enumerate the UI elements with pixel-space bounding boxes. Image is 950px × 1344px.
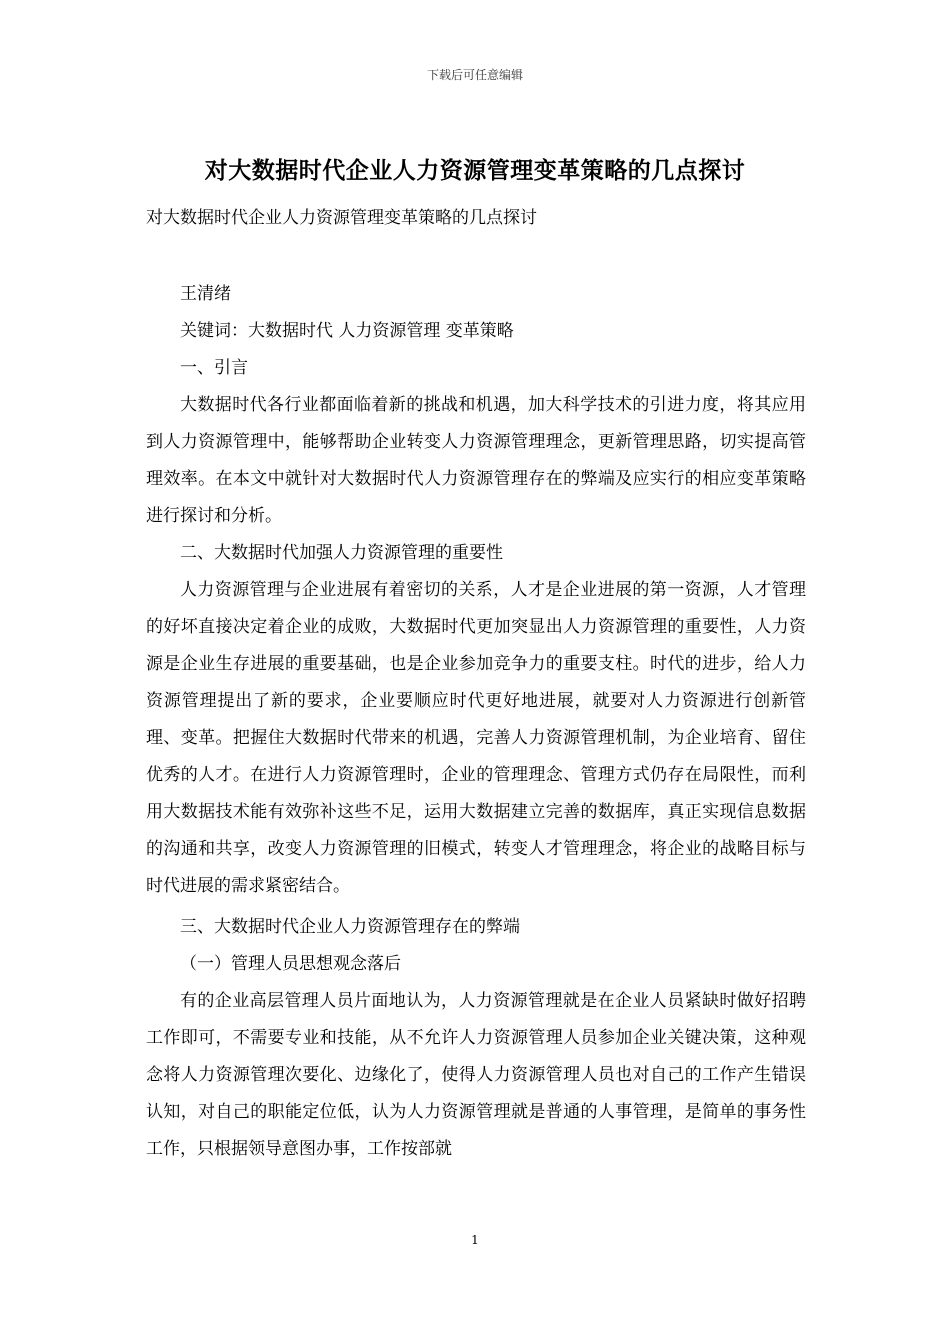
section-heading-importance: 二、大数据时代加强人力资源管理的重要性 (180, 543, 503, 563)
paragraph-importance: 人力资源管理与企业进展有着密切的关系，人才是企业进展的第一资源，人才管理的好坏直接决定着企业的成败，大数据时代更加突显出人力资源管理的重要性，人力资源是企业生存进展的重要基础，也是企业参加竞争力的重要支柱。时代的进步，给人力资源管理提出了新的要求，企业要顺应时代更好地进展，就要对人力资源进行创新管理、变革。把握住大数据时代带来的机遇，完善人力资源管理机制，为企业培育、留住优秀的人才。在进行人力资源管理时，企业的管理理念、管理方式仍存在局限性，而利用大数据技术能有效弥补这些不足，运用大数据建立完善的数据库，真正实现信息数据的沟通和共享，改变人力资源管理的旧模式，转变人才管理理念，将企业的战略目标与时代进展的需求紧密结合。 (146, 580, 806, 896)
subsection-heading-concepts: （一）管理人员思想观念落后 (180, 954, 401, 974)
paragraph-intro: 大数据时代各行业都面临着新的挑战和机遇，加大科学技术的引进力度，将其应用到人力资源管理中，能够帮助企业转变人力资源管理理念，更新管理思路，切实提高管理效率。在本文中就针对大数据时代人力资源管理存在的弊端及应实行的相应变革策略进行探讨和分析。 (146, 395, 806, 526)
section-heading-intro: 一、引言 (180, 358, 248, 378)
document-body (146, 276, 806, 1168)
paragraph-concepts: 有的企业高层管理人员片面地认为，人力资源管理就是在企业人员紧缺时做好招聘工作即可，不需要专业和技能，从不允许人力资源管理人员参加企业关键决策，这种观念将人力资源管理次要化、边缘化了，使得人力资源管理人员也对自己的工作产生错误认知，对自己的职能定位低，认为人力资源管理就是普通的人事管理，是简单的事务性工作，只根据领导意图办事，工作按部就 (146, 991, 806, 1159)
header-note: 下载后可任意编辑 (426, 68, 523, 82)
document-title: 对大数据时代企业人力资源管理变革策略的几点探讨 (204, 157, 746, 184)
page-number: 1 (471, 1233, 479, 1247)
author-line: 王清绪 (180, 284, 231, 304)
keywords-line: 关键词：大数据时代 人力资源管理 变革策略 (180, 321, 514, 341)
section-heading-drawbacks: 三、大数据时代企业人力资源管理存在的弊端 (180, 917, 520, 937)
document-subtitle: 对大数据时代企业人力资源管理变革策略的几点探讨 (146, 208, 537, 228)
